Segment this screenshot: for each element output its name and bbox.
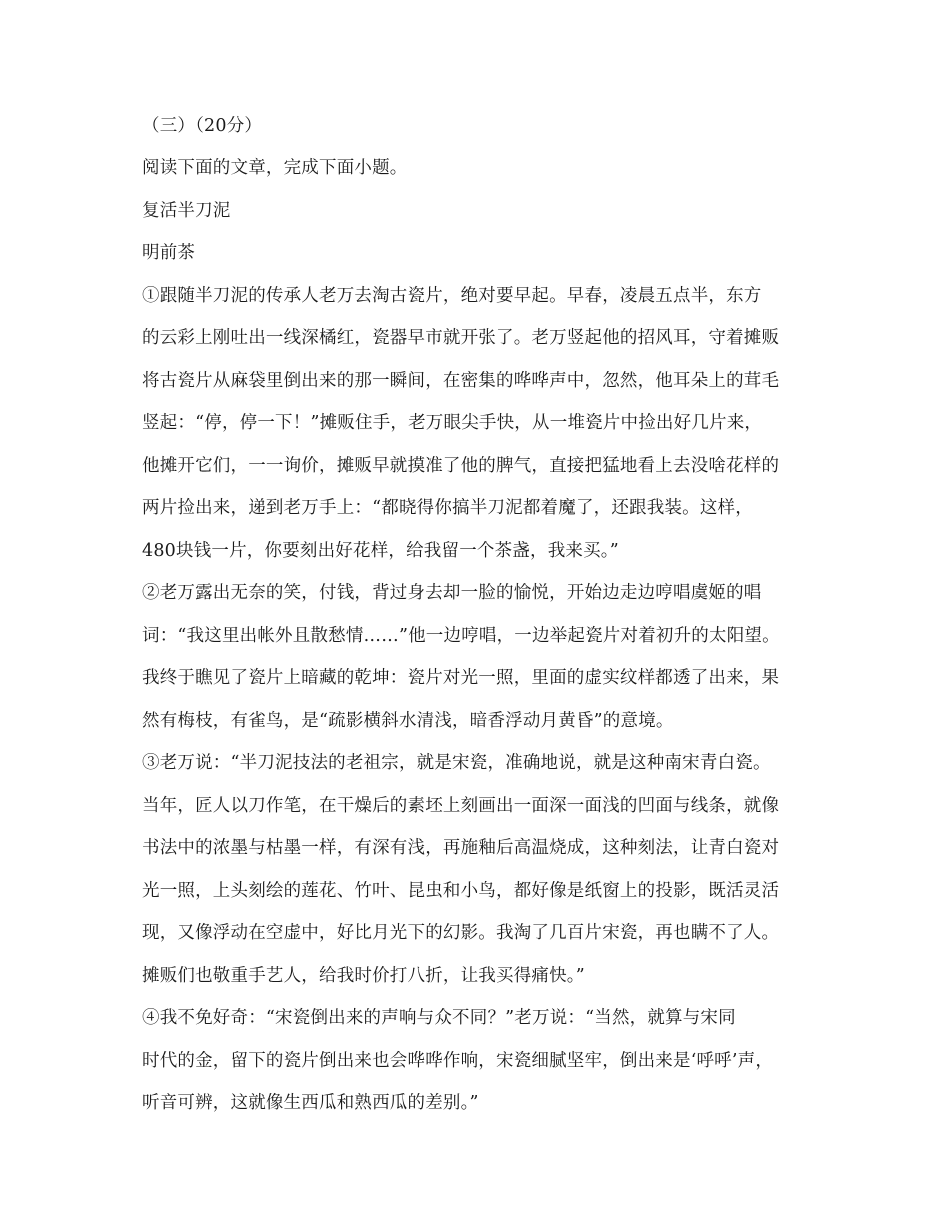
paragraph-1-line: 将古瓷片从麻袋里倒出来的那一瞬间，在密集的哗哗声中，忽然，他耳朵上的茸毛 xyxy=(142,371,780,391)
paragraph-1-line: 480块钱一片，你要刻出好花样，给我留一个茶盏，我来买。” xyxy=(142,541,619,561)
paragraph-2-line: 然有梅枝，有雀鸟，是“疏影横斜水清浅，暗香浮动月黄昏”的意境。 xyxy=(142,711,674,731)
paragraph-1-line: 竖起：“停，停一下！”摊贩住手，老万眼尖手快，从一堆瓷片中捡出好几片来， xyxy=(142,413,763,433)
paragraph-3-line: ③老万说：“半刀泥技法的老祖宗，就是宋瓷，准确地说，就是这种南宋青白瓷。 xyxy=(142,753,771,773)
paragraph-3-line: 当年，匠人以刀作笔，在干燥后的素坯上刻画出一面深一面浅的凹面与线条，就像 xyxy=(142,796,780,816)
paragraph-3-line: 摊贩们也敬重手艺人，给我时价打八折，让我买得痛快。” xyxy=(142,966,585,986)
paragraph-3-line: 现，又像浮动在空虚中，好比月光下的幻影。我淘了几百片宋瓷，再也瞒不了人。 xyxy=(142,923,780,943)
paragraph-2-line: ②老万露出无奈的笑，付钱，背过身去却一脸的愉悦，开始边走边哼唱虞姬的唱 xyxy=(142,583,762,603)
instruction-text: 阅读下面的文章，完成下面小题。 xyxy=(142,158,408,178)
paragraph-1-line: 他摊开它们，一一询价，摊贩早就摸准了他的脾气，直接把猛地看上去没啥花样的 xyxy=(142,456,780,476)
paragraph-3-line: 光一照，上头刻绘的莲花、竹叶、昆虫和小鸟，都好像是纸窗上的投影，既活灵活 xyxy=(142,881,780,901)
paragraph-1-line: 的云彩上刚吐出一线深橘红，瓷器早市就开张了。老万竖起他的招风耳，守着摊贩 xyxy=(142,328,780,348)
paragraph-2-line: 词：“我这里出帐外且散愁情……”他一边哼唱，一边举起瓷片对着初升的太阳望。 xyxy=(142,626,780,646)
paragraph-4-line: ④我不免好奇：“宋瓷倒出来的声响与众不同？”老万说：“当然，就算与宋同 xyxy=(142,1008,736,1028)
paragraph-2-line: 我终于瞧见了瓷片上暗藏的乾坤：瓷片对光一照，里面的虚实纹样都透了出来，果 xyxy=(142,668,780,688)
paragraph-3-line: 书法中的浓墨与枯墨一样，有深有浅，再施釉后高温烧成，这种刻法，让青白瓷对 xyxy=(142,838,780,858)
article-title: 复活半刀泥 xyxy=(142,201,231,221)
paragraph-1-line: 两片捡出来，递到老万手上：“都晓得你搞半刀泥都着魔了，还跟我装。这样， xyxy=(142,498,753,518)
paragraph-1-line: ①跟随半刀泥的传承人老万去淘古瓷片，绝对要早起。早春，凌晨五点半，东方 xyxy=(142,286,762,306)
paragraph-4-line: 听音可辨，这就像生西瓜和熟西瓜的差别。” xyxy=(142,1093,479,1113)
section-heading: （三）（20分） xyxy=(142,116,263,136)
paragraph-4-line: 时代的金，留下的瓷片倒出来也会哗哗作响，宋瓷细腻坚牢，倒出来是‘呼呼’声， xyxy=(142,1051,774,1071)
article-author: 明前茶 xyxy=(142,243,196,263)
